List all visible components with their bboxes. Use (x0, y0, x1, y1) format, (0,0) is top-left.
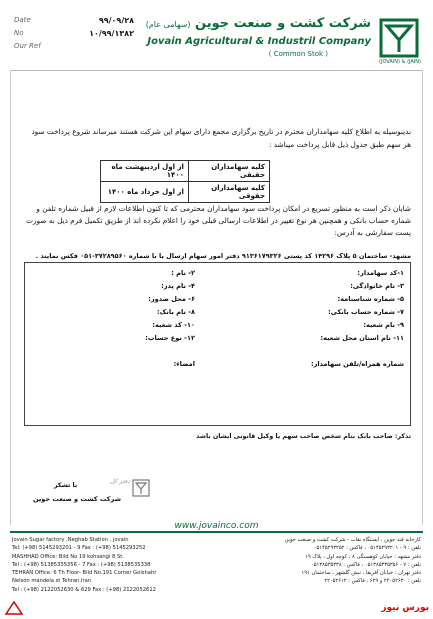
frame-right (422, 70, 423, 525)
postal-address: مشهد- ساختمان ۵ پلاک ۱۴۲۹۶ کد پستی ۹۱۳۶۱۷۹۳۲۶ دفتر امور سهام ارسال یا با شماره ۳۷۲۸۹۵۶۰-۰۵۱ فکس نمایند . (35, 252, 411, 260)
header-divider (10, 70, 423, 71)
footer-contact-fa (216, 536, 421, 586)
form-field-label: ۸- نام بانک: (157, 308, 195, 316)
table-row (101, 161, 270, 182)
footer-line: کارخانه قند جوین ، ایستگاه نقاب - شرکت کشت و صنعت جوین (284, 537, 421, 543)
date-label: Date (14, 16, 31, 24)
shareholder-group-cell: کلیه سهامداران حقیقی (188, 161, 269, 182)
footer-line: تلفن : ۹ - ۰۵۱۴۵۲۹۳۲۰۱ ، فاکس : ۰۵۱۴۵۲۹۳۲۵۲ (313, 545, 421, 552)
table-row (101, 182, 270, 203)
logo-caption: (JOVAIN) & (JAIN) (379, 59, 421, 65)
shareholder-form (24, 262, 411, 426)
footer-line: MASHHAD Office: Bild No 19 kohsangi 8 St. (12, 553, 124, 560)
instruction-paragraph: شایان ذکر است به منظور تسریع در امکان پرداخت سود سهامداران محترمی که تا کنون اطلاعات لازم از قبیل شماره تلفن و شماره حساب بانکی و همچنین هر نوع تغییر در اطلاعات ارسالی قبلی خود را اعلام نکرده اند از طریق تکمیل فرم ذیل به صورت پست سفارشی به آدرس: (26, 204, 411, 237)
footer-line: Nelson mandela st Tehran.Iran (12, 578, 92, 585)
form-field-label: ۴- نام پدر: (161, 282, 195, 290)
footer-line: تلفن : ۲۲۰۵۲۶۳۰ و ۶۲۹ ، فاکس : ۲۲۰۵۲۶۱۲ (324, 578, 421, 585)
date-value: ۹۹/۰۹/۲۸ (98, 16, 134, 25)
payment-start-cell: از اول خرداد ماه ۱۴۰۰ (101, 182, 189, 203)
form-field-label: ۲- نام : (171, 269, 195, 277)
footer-contact-en (12, 536, 202, 594)
frame-left (10, 70, 11, 525)
stamp-logo-icon (132, 479, 150, 497)
watermark-text: بورس نیوز (381, 603, 429, 613)
company-logo (379, 18, 419, 58)
number-value: ۱۰/۹۹/۱۳۸۲ (89, 29, 134, 38)
number-label: No (14, 29, 24, 37)
shareholder-group-cell: کلیه سهامداران حقوقی (188, 182, 269, 203)
footer-line: تلفن : ۷ - ۰۵۱۳۸۵۳۳۵۳۵۶ ، فاکس : ۰۵۱۳۸۵۳۵۳۳۸ (310, 561, 421, 568)
stamp-text: دفتر کل (110, 478, 130, 485)
thanks-text: با تشکر (54, 482, 78, 489)
form-field-label: ۷- شماره حساب بانکی: (328, 308, 404, 316)
form-field-label: امضاء: (173, 360, 195, 368)
footer-line: Jovain Sugar factory ,Neghab Station , jovain (12, 537, 129, 543)
signature-company: شرکت کشت و صنعت جوین (33, 495, 121, 503)
form-field-label: ۱۲- نوع حساب: (145, 334, 195, 342)
intro-paragraph: بدینوسیله به اطلاع کلیه سهامداران محترم در تاریخ برگزاری مجمع دارای سهام این شرکت هستند میرساند شروع پرداخت سود هر سهم طبق جدول ذیل قابل پرداخت میباشد : (31, 127, 411, 149)
footer-line: دفتر تهران : خیابان آفریقا ، نبش گلشهر ، ساختمان ۱۹۱ (301, 570, 421, 577)
footer-divider (10, 531, 423, 533)
form-field-label: ۱-کد سهامدار: (357, 269, 404, 277)
form-field-label: شماره همراه/تلفن سهامدار: (310, 360, 404, 368)
form-field-label: ۵- شماره شناسنامه: (337, 295, 404, 303)
form-field-label: ۳- نام خانوادگی: (350, 282, 404, 290)
footer-line: دفتر مشهد : خیابان کوهسنگی ۸ ، کوچه اول ، پلاک ۱۹ (305, 553, 421, 560)
note-text: تذکر: صاحب بانک بنام شخص صاحب سهم یا وکیل قانونی ایشان باشد (196, 433, 411, 440)
footer-line: Tel: (+98) 5145293201 - 9 Fax : (+98) 5145293252 (12, 545, 146, 552)
website-url: www.jovainco.com (174, 521, 259, 531)
ref-label: Our Ref (14, 42, 41, 50)
payment-start-cell: از اول اردیبهشت ماه ۱۴۰۰ (101, 161, 189, 182)
bourse-news-logo-icon (4, 600, 24, 616)
company-name-en: Jovain Agricultural & Industril Company (147, 36, 371, 47)
form-field-label: ۹- نام شعبه: (363, 321, 404, 329)
form-field-label: ۱۱- نام استان محل شعبه: (320, 334, 404, 342)
footer-line: Tel : (+98) 51385335356 - 7 Fax : (+98) 5138535338 (12, 561, 151, 568)
form-field-label: ۱۰- کد شعبه: (152, 321, 195, 329)
footer-line: Tel : (+98) 2122052630 & 629 Fax : (+98) 2122052612 (12, 586, 156, 593)
letter-meta (14, 14, 134, 53)
company-type-en: ( Common Stok ) (268, 50, 328, 58)
form-field-label: ۶- محل صدور: (148, 295, 195, 303)
payment-schedule-table (100, 160, 270, 203)
company-name-fa: شرکت کشت و صنعت جوین (سهامی عام) (145, 16, 371, 31)
footer-line: TEHRAN Office: 6 Th Floor- Bild No.191 Corner Golshahr (12, 570, 157, 577)
